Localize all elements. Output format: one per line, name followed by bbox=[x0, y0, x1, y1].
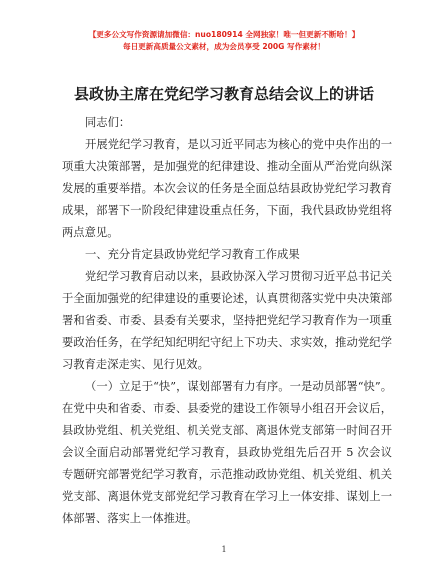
promo-banner-line-2: 每日更新高质量公文素材，成为会员享受 200G 写作素材！ bbox=[122, 42, 326, 51]
promo-banner bbox=[0, 29, 448, 53]
paragraph-section-1-intro: 党纪学习教育启动以来，县政协深入学习贯彻习近平总书记关于全面加强党的纪律建设的重要论述，认真贯彻落实党中央决策部署和省委、市委、县委有关要求，坚持把党纪学习教育作为一项重要政治任务，在学纪知纪明纪守纪上下功夫、求实效，推动党纪学习教育走深走实、见行见效。 bbox=[62, 270, 392, 371]
document-body bbox=[62, 112, 392, 530]
paragraph-subsection-1: （一）立足于“快”，谋划部署有力有序。一是动员部署“快”。在党中央和省委、市委、县委党的建设工作领导小组召开会议后，县政协党组、机关党组、机关党支部、离退休党支部第一时间召开会议全面启动部署党纪学习教育，县政协党组先后召开 5 次会议专题研究部署党纪学习教育，示范推动政协党组、机关党组、机关党支部、离退休党支部党纪学习教育在学习上一体安排、谋划上一体部署、落实上一体推进。 bbox=[62, 380, 392, 525]
paragraph-intro: 开展党纪学习教育，是以习近平同志为核心的党中央作出的一项重大决策部署，是加强党的纪律建设、推动全面从严治党向纵深发展的重要举措。本次会议的任务是全面总结县政协党纪学习教育成果，部署下一阶段纪律建设重点任务，下面，我代县政协党组将两点意见。 bbox=[62, 138, 392, 239]
section-heading-1: 一、充分肯定县政协党纪学习教育工作成果 bbox=[85, 248, 300, 261]
promo-banner-line-1: 【更多公文写作资源请加微信：nuo180914 全网独家！唯一但更新不断哈！】 bbox=[88, 30, 360, 39]
salutation: 同志们： bbox=[85, 116, 131, 129]
page-number: 1 bbox=[221, 545, 227, 554]
document-title: 县政协主席在党纪学习教育总结会议上的讲话 bbox=[73, 85, 374, 103]
